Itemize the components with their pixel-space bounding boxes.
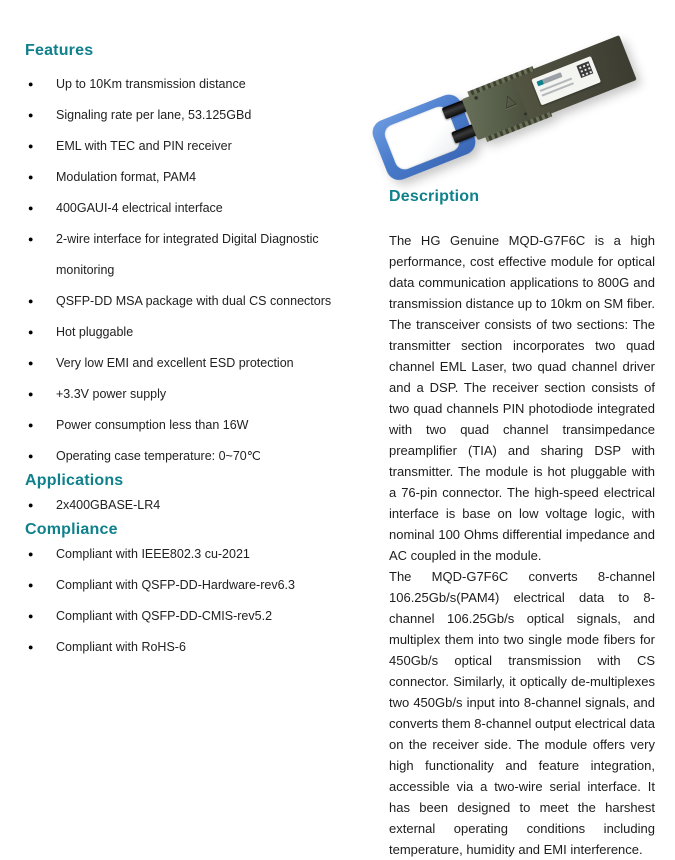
right-column [389,188,655,860]
list-item [25,69,365,100]
bullet-icon: ● [28,420,34,430]
feature-text: Hot pluggable [56,325,134,339]
module-housing [468,35,636,139]
list-item [25,570,365,601]
module-label [531,56,601,106]
list-item [25,379,365,410]
feature-text: Operating case temperature: 0~70℃ [56,449,261,463]
list-item [25,131,365,162]
list-item [25,441,365,472]
compliance-text: Compliant with RoHS-6 [56,640,186,654]
description-paragraph-1: The HG Genuine MQD-G7F6C is a high performance, cost effective module for optical data communication applications to 800G and transmission distance up to 10km on SM fiber. The transceiver consists of two sections: The transmitter section incorporates two quad channel EML Laser, two quad channel driver and a DSP. The receiver section consists of two quad channels PIN photodiode integrated with two quad channel transimpedance preamplifier (TIA) and sharing DSP with transmitter. The module is hot pluggable with a 76-pin connector. The high-speed electrical interface is base on low voltage logic, with nominal 100 Ohms differential impedance and AC coupled in the module. [389,233,655,563]
bullet-icon: ● [28,327,34,337]
feature-text: EML with TEC and PIN receiver [56,139,232,153]
feature-text: Very low EMI and excellent ESD protection [56,356,294,370]
feature-text: 2-wire interface for integrated Digital Diagnostic monitoring [56,232,319,277]
features-list [25,69,365,472]
list-item [25,348,365,379]
feature-text: 400GAUI-4 electrical interface [56,201,223,215]
bullet-icon: ● [28,500,34,510]
list-item [25,601,365,632]
feature-text: +3.3V power supply [56,387,167,401]
bullet-icon: ● [28,580,34,590]
compliance-heading: Compliance [25,521,118,538]
applications-list [25,490,365,521]
applications-heading: Applications [25,472,124,489]
list-item [25,224,365,286]
list-item [25,490,365,521]
feature-text: Up to 10Km transmission distance [56,77,246,91]
bullet-icon: ● [28,203,34,213]
bullet-icon: ● [28,110,34,120]
list-item [25,162,365,193]
bullet-icon: ● [28,296,34,306]
list-item [25,193,365,224]
compliance-text: Compliant with IEEE802.3 cu-2021 [56,547,250,561]
transceiver-product-image [372,24,668,176]
bullet-icon: ● [28,611,34,621]
feature-text: Power consumption less than 16W [56,418,249,432]
application-text: 2x400GBASE-LR4 [56,498,161,512]
bullet-icon: ● [28,141,34,151]
left-column [25,42,365,663]
list-item [25,410,365,441]
bullet-icon: ● [28,358,34,368]
list-item [25,100,365,131]
list-item [25,539,365,570]
bullet-icon: ● [28,642,34,652]
bullet-icon: ● [28,389,34,399]
description-heading: Description [389,188,480,205]
compliance-text: Compliant with QSFP-DD-CMIS-rev5.2 [56,609,273,623]
warning-triangle-icon: △ [500,90,518,111]
compliance-list [25,539,365,663]
bullet-icon: ● [28,549,34,559]
feature-text: Signaling rate per lane, 53.125GBd [56,108,252,122]
qr-code-icon [576,61,593,78]
bullet-icon: ● [28,451,34,461]
compliance-text: Compliant with QSFP-DD-Hardware-rev6.3 [56,578,295,592]
list-item [25,632,365,663]
description-paragraph-2: The MQD-G7F6C converts 8-channel 106.25Gb/s(PAM4) electrical data to 8-channel 106.25Gb/s optical signals, and multiplex them into two single mode fibers for 450Gb/s optical transmission with CS connector. Similarly, it optically de-multiplexes two 450Gb/s input into 8-channel signals, and converts them 8-channel output electrical data on the receiver side. The module offers very high functionality and feature integration, accessible via a two-wire serial interface. It has been designed to meet the harshest external operating conditions including temperature, humidity and EMI interference. [389,569,655,857]
features-heading: Features [25,42,94,59]
feature-text: QSFP-DD MSA package with dual CS connectors [56,294,332,308]
bullet-icon: ● [28,79,34,89]
list-item [25,286,365,317]
feature-text: Modulation format, PAM4 [56,170,197,184]
list-item [25,317,365,348]
bullet-icon: ● [28,172,34,182]
bullet-icon: ● [28,234,34,244]
transceiver-module [372,23,669,178]
